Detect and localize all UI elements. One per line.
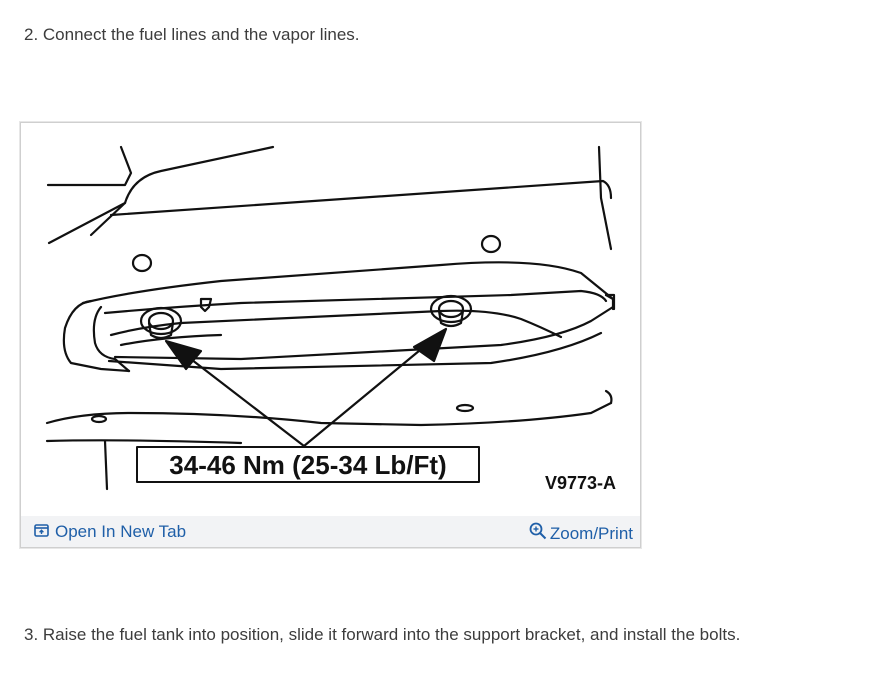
step-3-text: 3. Raise the fuel tank into position, slide it forward into the support bracket, and install the bolts. — [24, 625, 741, 644]
fuel-tank-bolt-diagram[interactable] — [21, 123, 640, 516]
step-2-text: 2. Connect the fuel lines and the vapor lines. — [24, 25, 360, 44]
zoom-print-link[interactable] — [529, 522, 633, 545]
torque-spec-label: 34-46 Nm (25-34 Lb/Ft) — [169, 450, 447, 480]
zoom-print-label: Zoom/Print — [549, 523, 633, 543]
open-in-new-tab-icon — [34, 522, 49, 542]
figure-code: V9773-A — [544, 473, 616, 493]
figure-card — [20, 122, 641, 548]
open-in-new-tab-label: Open In New Tab — [55, 522, 187, 541]
open-in-new-tab-link[interactable] — [34, 522, 186, 542]
figure-toolbar — [21, 516, 640, 547]
zoom-icon — [529, 522, 547, 545]
